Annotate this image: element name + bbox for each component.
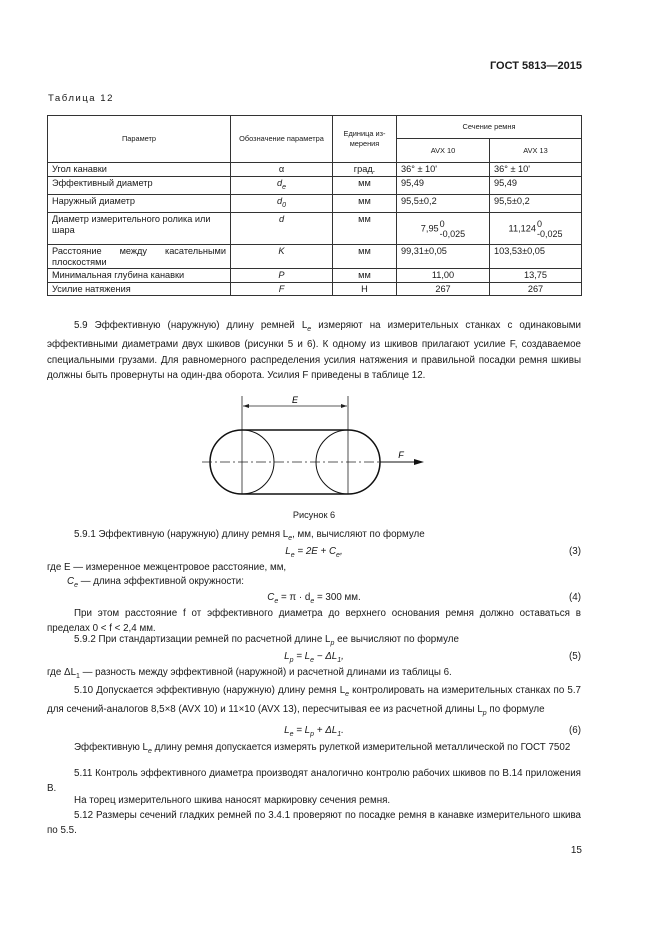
cell-avx10: 95,5±0,2 <box>397 194 490 212</box>
table-row <box>48 163 582 177</box>
cell-symbol: K <box>231 245 333 269</box>
table-row <box>48 194 582 212</box>
where-ce: $C_e$ — длина эффективной окружности: <box>67 576 244 589</box>
cell-avx13: 11,1240 -0,025 <box>490 213 582 245</box>
formula-number: (6) <box>569 725 581 736</box>
cell-param: Угол канавки <box>48 163 231 177</box>
cell-param: Усилие натяжения <box>48 282 231 296</box>
doc-code: ГОСТ 5813—2015 <box>489 60 582 72</box>
where-delta: где $\Delta L_1$ — разность между эффективной (наружной) и расчетной длинами из таблицы 6. <box>47 667 452 680</box>
cell-avx10: 11,00 <box>397 269 490 283</box>
cell-unit: град. <box>333 163 397 177</box>
cell-param: Диаметр измерительного ролика или шара <box>48 213 231 245</box>
cell-unit: мм <box>333 176 397 194</box>
force-arrow-icon <box>414 459 424 465</box>
col-header-avx13: AVX 13 <box>490 139 582 163</box>
page-number: 15 <box>570 845 582 856</box>
col-header-section: Сечение ремня <box>397 116 582 139</box>
cell-avx13: 13,75 <box>490 269 582 283</box>
cell-param: Минимальная глубина канавки <box>48 269 231 283</box>
cell-unit: мм <box>333 213 397 245</box>
table-row <box>48 213 582 245</box>
cell-avx10: 36° ± 10' <box>397 163 490 177</box>
parameters-table <box>47 115 582 296</box>
formula-number: (5) <box>569 651 581 662</box>
table-row <box>48 176 582 194</box>
cell-avx10: 99,31±0,05 <box>397 245 490 269</box>
cell-param: Наружный диаметр <box>48 194 231 212</box>
table-row <box>48 269 582 283</box>
table-row <box>48 282 582 296</box>
cell-symbol: $d_e$ <box>231 176 333 194</box>
paragraph-5-9-2: 5.9.2 При стандартизации ремней по расчетной длине $L_p$ ее вычисляют по формуле <box>74 634 459 647</box>
col-header-symbol: Обозначение параметра <box>231 116 333 163</box>
paragraph-marking: На торец измерительного шкива наносят маркировку сечения ремня. <box>74 795 391 806</box>
cell-symbol: F <box>231 282 333 296</box>
paragraph-5-10: 5.10 Допускается эффективную (наружную) длину ремня $L_e$ контролировать на измерительных станках по 5.7 для сечений-аналогов 8,5×8 (AVX 10) и 11×10 (AVX 13), пересчитывая ее из расчетной длины $L_p$ по формуле <box>47 685 581 718</box>
cell-avx10: 267 <box>397 282 490 296</box>
paragraph-5-9-1: 5.9.1 Эффективную (наружную) длину ремня $L_e$, мм, вычисляют по формуле <box>74 529 425 542</box>
label-e: E <box>291 395 299 405</box>
cell-avx13: 103,53±0,05 <box>490 245 582 269</box>
cell-avx10: 95,49 <box>397 176 490 194</box>
cell-unit: мм <box>333 194 397 212</box>
cell-avx10: 7,950 -0,025 <box>397 213 490 245</box>
formula-number: (4) <box>569 592 581 603</box>
cell-symbol: $d_0$ <box>231 194 333 212</box>
table-row <box>48 245 582 269</box>
cell-symbol: P <box>231 269 333 283</box>
cell-param: Эффективный диаметр <box>48 176 231 194</box>
paragraph-5-12: 5.12 Размеры сечений гладких ремней по 3.4.1 проверяют по посадке ремня в канавке измерительного шкива по 5.5. <box>47 810 581 837</box>
cell-unit: мм <box>333 269 397 283</box>
col-header-avx10: AVX 10 <box>397 139 490 163</box>
paragraph-5-9: 5.9 Эффективную (наружную) длину ремней $L_e$ измеряют на измерительных станках с одинаковыми эффективными диаметрами двух шкивов (рисунки 5 и 6). К одному из шкивов прилагают усилие F, создаваемое специальными грузами. Для равномерного распределения усилия натяжения и правильной посадки ремня шкивы должны быть провернуты на один-два оборота. Усилия F приведены в таблице 12. <box>47 320 581 382</box>
figure-caption: Рисунок 6 <box>292 510 336 520</box>
formula-number: (3) <box>569 546 581 557</box>
cell-avx13: 36° ± 10' <box>490 163 582 177</box>
label-f: F <box>398 450 404 460</box>
table-caption: Таблица 12 <box>48 93 114 104</box>
cell-symbol: d <box>231 213 333 245</box>
cell-avx13: 267 <box>490 282 582 296</box>
col-header-param: Параметр <box>48 116 231 163</box>
where-e: где E — измеренное межцентровое расстояние, мм, <box>47 562 287 573</box>
cell-param: Расстояние между касательными плоскостями <box>48 245 231 269</box>
cell-avx13: 95,5±0,2 <box>490 194 582 212</box>
belt-measurement-figure <box>200 392 440 507</box>
col-header-unit: Единица из- мерения <box>333 116 397 163</box>
cell-avx13: 95,49 <box>490 176 582 194</box>
cell-unit: мм <box>333 245 397 269</box>
paragraph-distance: При этом расстояние f от эффективного диаметра до верхнего основания ремня должно оставаться в пределах 0 < f < 2,4 мм. <box>47 608 581 635</box>
cell-unit: Н <box>333 282 397 296</box>
paragraph-5-11: 5.11 Контроль эффективного диаметра производят аналогично контролю рабочих шкивов по В.14 приложения В. <box>47 768 581 795</box>
paragraph-roulette: Эффективную $L_e$ длину ремня допускается измерять рулеткой измерительной металлической по ГОСТ 7502 <box>74 742 571 755</box>
cell-symbol: α <box>231 163 333 177</box>
